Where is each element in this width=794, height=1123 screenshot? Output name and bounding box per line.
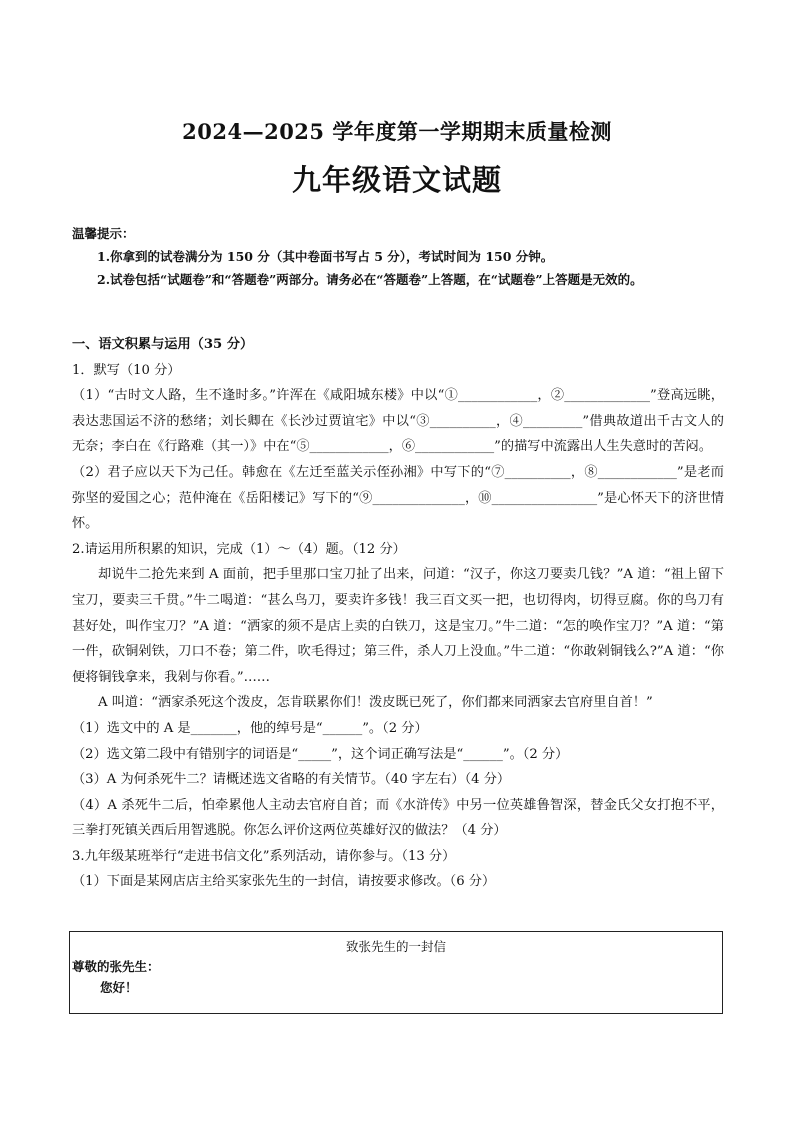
tips-block bbox=[72, 222, 724, 291]
tips-heading: 温馨提示： bbox=[72, 226, 135, 241]
exam-subtitle: 九年级语文试题 bbox=[291, 163, 502, 197]
q1-part1: （1）“古时文人路，生不逢时多。”许浑在《咸阳城东楼》中以“①____________，②_____________”登高远眺，表达悲国运不济的愁绪；刘长卿在《长沙过贾谊宅》中以“③__________，④_________”借典故道出千古文人的无奈；李白在《行路难（其一）》中在“⑤____________，⑥____________”的描写中流露出人生失意时的苦闷。 bbox=[72, 388, 724, 455]
tips-item-1: 1.你拿到的试卷满分为 150 分（其中卷面书写占 5 分），考试时间为 150 分钟。 bbox=[97, 249, 554, 264]
q3-title: 3.九年级某班举行“走进书信文化”系列活动，请你参与。（13 分） bbox=[72, 848, 456, 864]
q2-sub-3: （3）A 为何杀死牛二？请概述选文省略的有关情节。（40 字左右）（4 分） bbox=[72, 772, 511, 788]
q2-title: 2.请运用所积累的知识，完成（1）～（4）题。（12 分） bbox=[72, 541, 406, 557]
section-heading: 一、语文积累与运用（35 分） bbox=[72, 337, 254, 352]
section-1 bbox=[72, 332, 724, 895]
letter-greeting: 您好！ bbox=[100, 980, 138, 995]
q2-passage-1: 却说牛二抢先来到 A 面前，把手里那口宝刀扯了出来，问道：“汉子，你这刀要卖几钱？”A 道：“祖上留下宝刀，要卖三千贯。”牛二喝道：“甚么鸟刀，要卖许多钱！我三百文买一把，也切得肉，切得豆腐。你的鸟刀有甚好处，叫作宝刀？”A 道：“洒家的须不是店上卖的白铁刀，这是宝刀。”牛二道：“怎的唤作宝刀？”A 道：“第一件，砍铜剁铁，刀口不卷；第二件，吹毛得过；第三件，杀人刀上没血。”牛二道：“你敢剁铜钱么?”A 道：“你便将铜钱拿来，我剁与你看。”…… bbox=[72, 567, 724, 685]
letter-salutation: 尊敬的张先生： bbox=[72, 959, 160, 974]
q2-passage-2: A 叫道：“洒家杀死这个泼皮，怎肯联累你们！泼皮既已死了，你们都来同洒家去官府里自首！” bbox=[98, 695, 653, 711]
exam-title: 2024—2025 学年度第一学期期末质量检测 bbox=[182, 119, 612, 144]
letter-box bbox=[69, 931, 723, 1014]
q2-sub-1: （1）选文中的 A 是_______，他的绰号是“______”。（2 分） bbox=[72, 720, 428, 736]
q2-sub-2: （2）选文第二段中有错别字的词语是“_____”，这个词正确写法是“______”。（2 分） bbox=[72, 746, 569, 762]
q1-part2: （2）君子应以天下为己任。韩愈在《左迁至蓝关示侄孙湘》中写下的“⑦__________，⑧____________”是老而弥坚的爱国之心；范仲淹在《岳阳楼记》写下的“⑨______________，⑩________________”是心怀天下的济世情怀。 bbox=[72, 464, 724, 532]
letter-title: 致张先生的一封信 bbox=[345, 939, 446, 954]
q2-sub-4: （4）A 杀死牛二后，怕牵累他人主动去官府自首；而《水浒传》中另一位英雄鲁智深，替金氏父女打抱不平，三拳打死镇关西后用智逃脱。你怎么评价这两位英雄好汉的做法？（4 分） bbox=[72, 797, 724, 839]
q1-title: 1．默写（10 分） bbox=[72, 362, 181, 378]
tips-item-2: 2.试卷包括“试题卷”和“答题卷”两部分。请务必在“答题卷”上答题，在“试题卷”上答题是无效的。 bbox=[97, 272, 643, 287]
q3-sub-1: （1）下面是某网店店主给买家张先生的一封信，请按要求修改。（6 分） bbox=[72, 874, 496, 890]
